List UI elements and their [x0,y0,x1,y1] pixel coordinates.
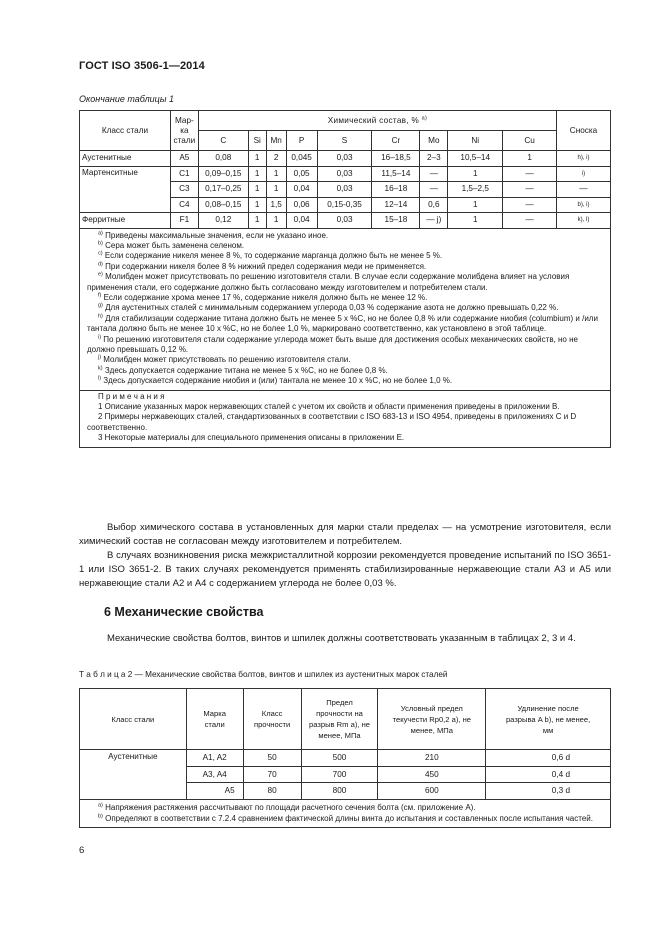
cell-class: Аустенитные [80,750,187,800]
th-element: Si [248,131,266,151]
footnote-mark: b) [98,240,103,247]
cell: 2 [266,151,286,167]
cell: 1 [248,182,266,198]
cell: 16–18,5 [372,151,420,167]
cell: 15–18 [372,213,420,229]
cell-note: b), i) [557,197,611,213]
footnote-mark: k) [98,365,103,372]
footnote-mark: g) [98,302,103,309]
cell: 0,17–0,25 [198,182,248,198]
cell: 0,09–0,15 [198,166,248,182]
footnote-item [87,303,607,313]
cell: 1,5 [266,197,286,213]
footnote-item [87,231,607,241]
th-element: Mo [420,131,448,151]
footnote-mark: c) [98,250,103,257]
cell-class: Ферритные [80,213,171,229]
cell: 0,12 [198,213,248,229]
th-steel-class: Класс стали [80,111,171,151]
footnote-mark: d) [98,261,103,268]
cell-grade: C4 [170,197,198,213]
cell: 1,5–2,5 [448,182,503,198]
cell-note: h), i) [557,151,611,167]
footnote-text: Здесь допускается содержание титана не менее 5 x %C, но не более 0,8 %. [104,365,388,375]
th-element: P [286,131,317,151]
cell: — [420,182,448,198]
cell-yield: 210 [378,750,486,767]
footnote-text: Если содержание никеля менее 8 %, то содержание марганца должно быть не менее 5 %. [104,251,443,261]
cell-grade: A5 [186,783,243,800]
footnote-item [87,802,607,813]
cell: 0,08 [198,151,248,167]
cell: 1 [266,213,286,229]
footnote-item [87,293,607,303]
cell: 1 [448,166,503,182]
footnote-item [87,813,607,824]
footnote-text: Для стабилизации содержание титана должно быть не менее 5 x %C, но не более 0,8 % или содержание ниобия (columbium) и /или тантала должно быть не менее 10 x %C, но не более 1,0 %, маркировано соответственно, как установлено в этой таблице. [87,313,598,334]
cell: — [503,182,557,198]
cell: 0,03 [317,166,372,182]
cell-strength: 50 [243,750,301,767]
cell-note: — [557,182,611,198]
cell: — [420,166,448,182]
footnote-item [87,355,607,365]
cell-grade: C1 [170,166,198,182]
paragraph: Механические свойства болтов, винтов и шпилек должны соответствовать указанным в таблицах 2, 3 и 4. [107,633,576,644]
cell-elongation: 0,6 d [486,750,611,767]
cell: 16–18 [372,182,420,198]
cell-grade: A3, A4 [186,766,243,783]
footnote-mark: b) [98,812,103,819]
footnote-item [87,335,607,356]
th-elongation: Удлинение после разрыва A b), не менее, мм [486,689,611,750]
cell: — [503,166,557,182]
cell-note: i) [557,166,611,182]
footnote-text: При содержании никеля более 8 % нижний предел содержания меди не применяется. [105,261,427,271]
cell: 0,6 [420,197,448,213]
table1-footnotes [80,228,611,390]
cell: 0,08–0,15 [198,197,248,213]
page-number: 6 [79,845,85,856]
footnote-text: Сера может быть заменена селеном. [105,240,245,250]
cell: 1 [448,197,503,213]
cell: 12–14 [372,197,420,213]
cell-grade: F1 [170,213,198,229]
footnote-text: Приведены максимальные значения, если не указано иное. [105,230,329,240]
th-element: Ni [448,131,503,151]
cell: 0,03 [317,151,372,167]
cell-yield: 600 [378,783,486,800]
cell: 1 [248,213,266,229]
cell: 1 [448,213,503,229]
cell-grade: C3 [170,182,198,198]
cell: 0,03 [317,213,372,229]
footnote-item [87,366,607,376]
table2-caption [79,670,448,679]
paragraph: В случаях возникновения риска межкристаллитной коррозии рекомендуется проведение испытаний по ISO 3651-1 или ISO 3651-2. В таких случаях рекомендуется применять стабилизированные нержавеющие стали A3 и A5 или нержавеющие стали A2 и A4 с содержанием углерода не более 0,03 %. [79,550,611,589]
cell: 0,04 [286,213,317,229]
table-row [80,151,611,167]
footnote-text: Здесь допускается содержание ниобия и (или) тантала не менее 10 x %C, но не более 1,0 %. [103,376,453,386]
th-grade: Мар-ка стали [170,111,198,151]
cell: 1 [248,197,266,213]
cell-strength: 70 [243,766,301,783]
table-row [80,750,611,767]
th-strength-class: Класс прочности [243,689,301,750]
note-item: 1 Описание указанных марок нержавеющих сталей с учетом их свойств и области применения приведены в приложении B. [98,402,560,411]
cell: 1 [248,166,266,182]
cell-tensile: 800 [301,783,378,800]
footnote-mark: h) [98,313,103,320]
footnote-item [87,251,607,261]
table-row [80,166,611,182]
cell: — j) [420,213,448,229]
cell-strength: 80 [243,783,301,800]
table-row [80,213,611,229]
footnote-text: По решению изготовителя стали содержание углерода может быть выше для достижения особых механических свойств, но не должно превышать 0,12 %. [87,334,578,354]
footnote-text: Для аустенитных сталей с минимальным содержанием углерода 0,03 % содержание азота не должно превышать 0,22 %. [105,303,559,313]
cell-tensile: 500 [301,750,378,767]
th-element: Mn [266,131,286,151]
cell: 0,15-0,35 [317,197,372,213]
cell-yield: 450 [378,766,486,783]
th-composition: Химический состав, % [327,115,420,125]
cell: 0,03 [317,182,372,198]
note-item: 3 Некоторые материалы для специального применения описаны в приложении E. [98,433,405,443]
th-tensile: Предел прочности на разрыв Rm a), не менее, МПа [301,689,378,750]
footnote-text: Молибден может присутствовать по решению изготовителя стали. [103,355,351,365]
cell-grade: A1, A2 [186,750,243,767]
cell-class: Мартенситные [80,166,171,213]
note-item: 2 Примеры нержавеющих сталей, стандартизованных в соответствии с ISO 683-13 и ISO 4954, приведены в приложениях C и D соответственно. [87,412,577,432]
paragraph: Выбор химического состава в установленных для марки стали пределах — на усмотрение изготовителя, если химический состав не согласован между изготовителем и потребителем. [79,522,611,547]
table2-footnotes [80,799,611,827]
footnote-item [87,272,607,293]
table1-caption: Окончание таблицы 1 [79,94,174,104]
mechanical-properties-table [79,688,611,828]
footnote-item [87,241,607,251]
cell: 0,04 [286,182,317,198]
cell: 1 [266,166,286,182]
th-composition-note: a) [421,114,428,121]
table2-caption-text: — Механические свойства болтов, винтов и шпилек из аустенитных марок сталей [132,670,448,679]
cell: — [503,213,557,229]
th-element: Cu [503,131,557,151]
chemical-composition-table [79,110,611,448]
th-footnote: Сноска [557,111,611,151]
footnote-mark: a) [98,801,103,808]
footnote-text: Определяют в соответствии с 7.2.4 сравнением фактической длины винта до испытания и составленных после испытания частей. [105,813,593,823]
cell-class: Аустенитные [80,151,171,167]
th-element: C [198,131,248,151]
cell: 1 [503,151,557,167]
cell: 1 [266,182,286,198]
section-title: 6 Механические свойства [104,605,264,619]
th-grade: Марка стали [186,689,243,750]
th-yield: Условный предел текучести Rp0,2 a), не менее, МПа [378,689,486,750]
th-element: S [317,131,372,151]
footnote-text: Напряжения растяжения рассчитывают по площади расчетного сечения болта (см. приложение A). [105,802,476,812]
footnote-mark: i) [98,333,102,340]
th-steel-class: Класс стали [80,689,187,750]
footnote-mark: j) [98,354,102,361]
cell-tensile: 700 [301,766,378,783]
document-header: ГОСТ ISO 3506-1—2014 [79,60,205,72]
table2-caption-prefix: Т а б л и ц а 2 [79,670,133,679]
cell-elongation: 0,3 d [486,783,611,800]
cell: 1 [248,151,266,167]
footnote-item [87,314,607,335]
footnote-mark: a) [98,229,103,236]
table1-notes [80,390,611,447]
footnote-mark: e) [98,271,103,278]
th-element: Cr [372,131,420,151]
footnote-text: Если содержание хрома менее 17 %, содержание никеля должно быть не менее 12 %. [103,292,428,302]
cell: 0,045 [286,151,317,167]
notes-title: П р и м е ч а н и я [98,391,165,401]
cell: — [503,197,557,213]
cell-grade: A5 [170,151,198,167]
cell-elongation: 0,4 d [486,766,611,783]
footnote-item [87,376,607,386]
footnote-item [87,262,607,272]
footnote-mark: l) [98,375,102,382]
cell: 0,05 [286,166,317,182]
footnote-mark: f) [98,292,102,299]
cell: 11,5–14 [372,166,420,182]
cell: 2–3 [420,151,448,167]
cell-note: k), l) [557,213,611,229]
cell: 10,5–14 [448,151,503,167]
cell: 0,06 [286,197,317,213]
footnote-text: Молибден может присутствовать по решению изготовителя стали. В случае если содержание молибдена влияет на условия применения стали, его содержание должно быть согласовано между изготовителем и потребителем стали. [87,272,570,292]
